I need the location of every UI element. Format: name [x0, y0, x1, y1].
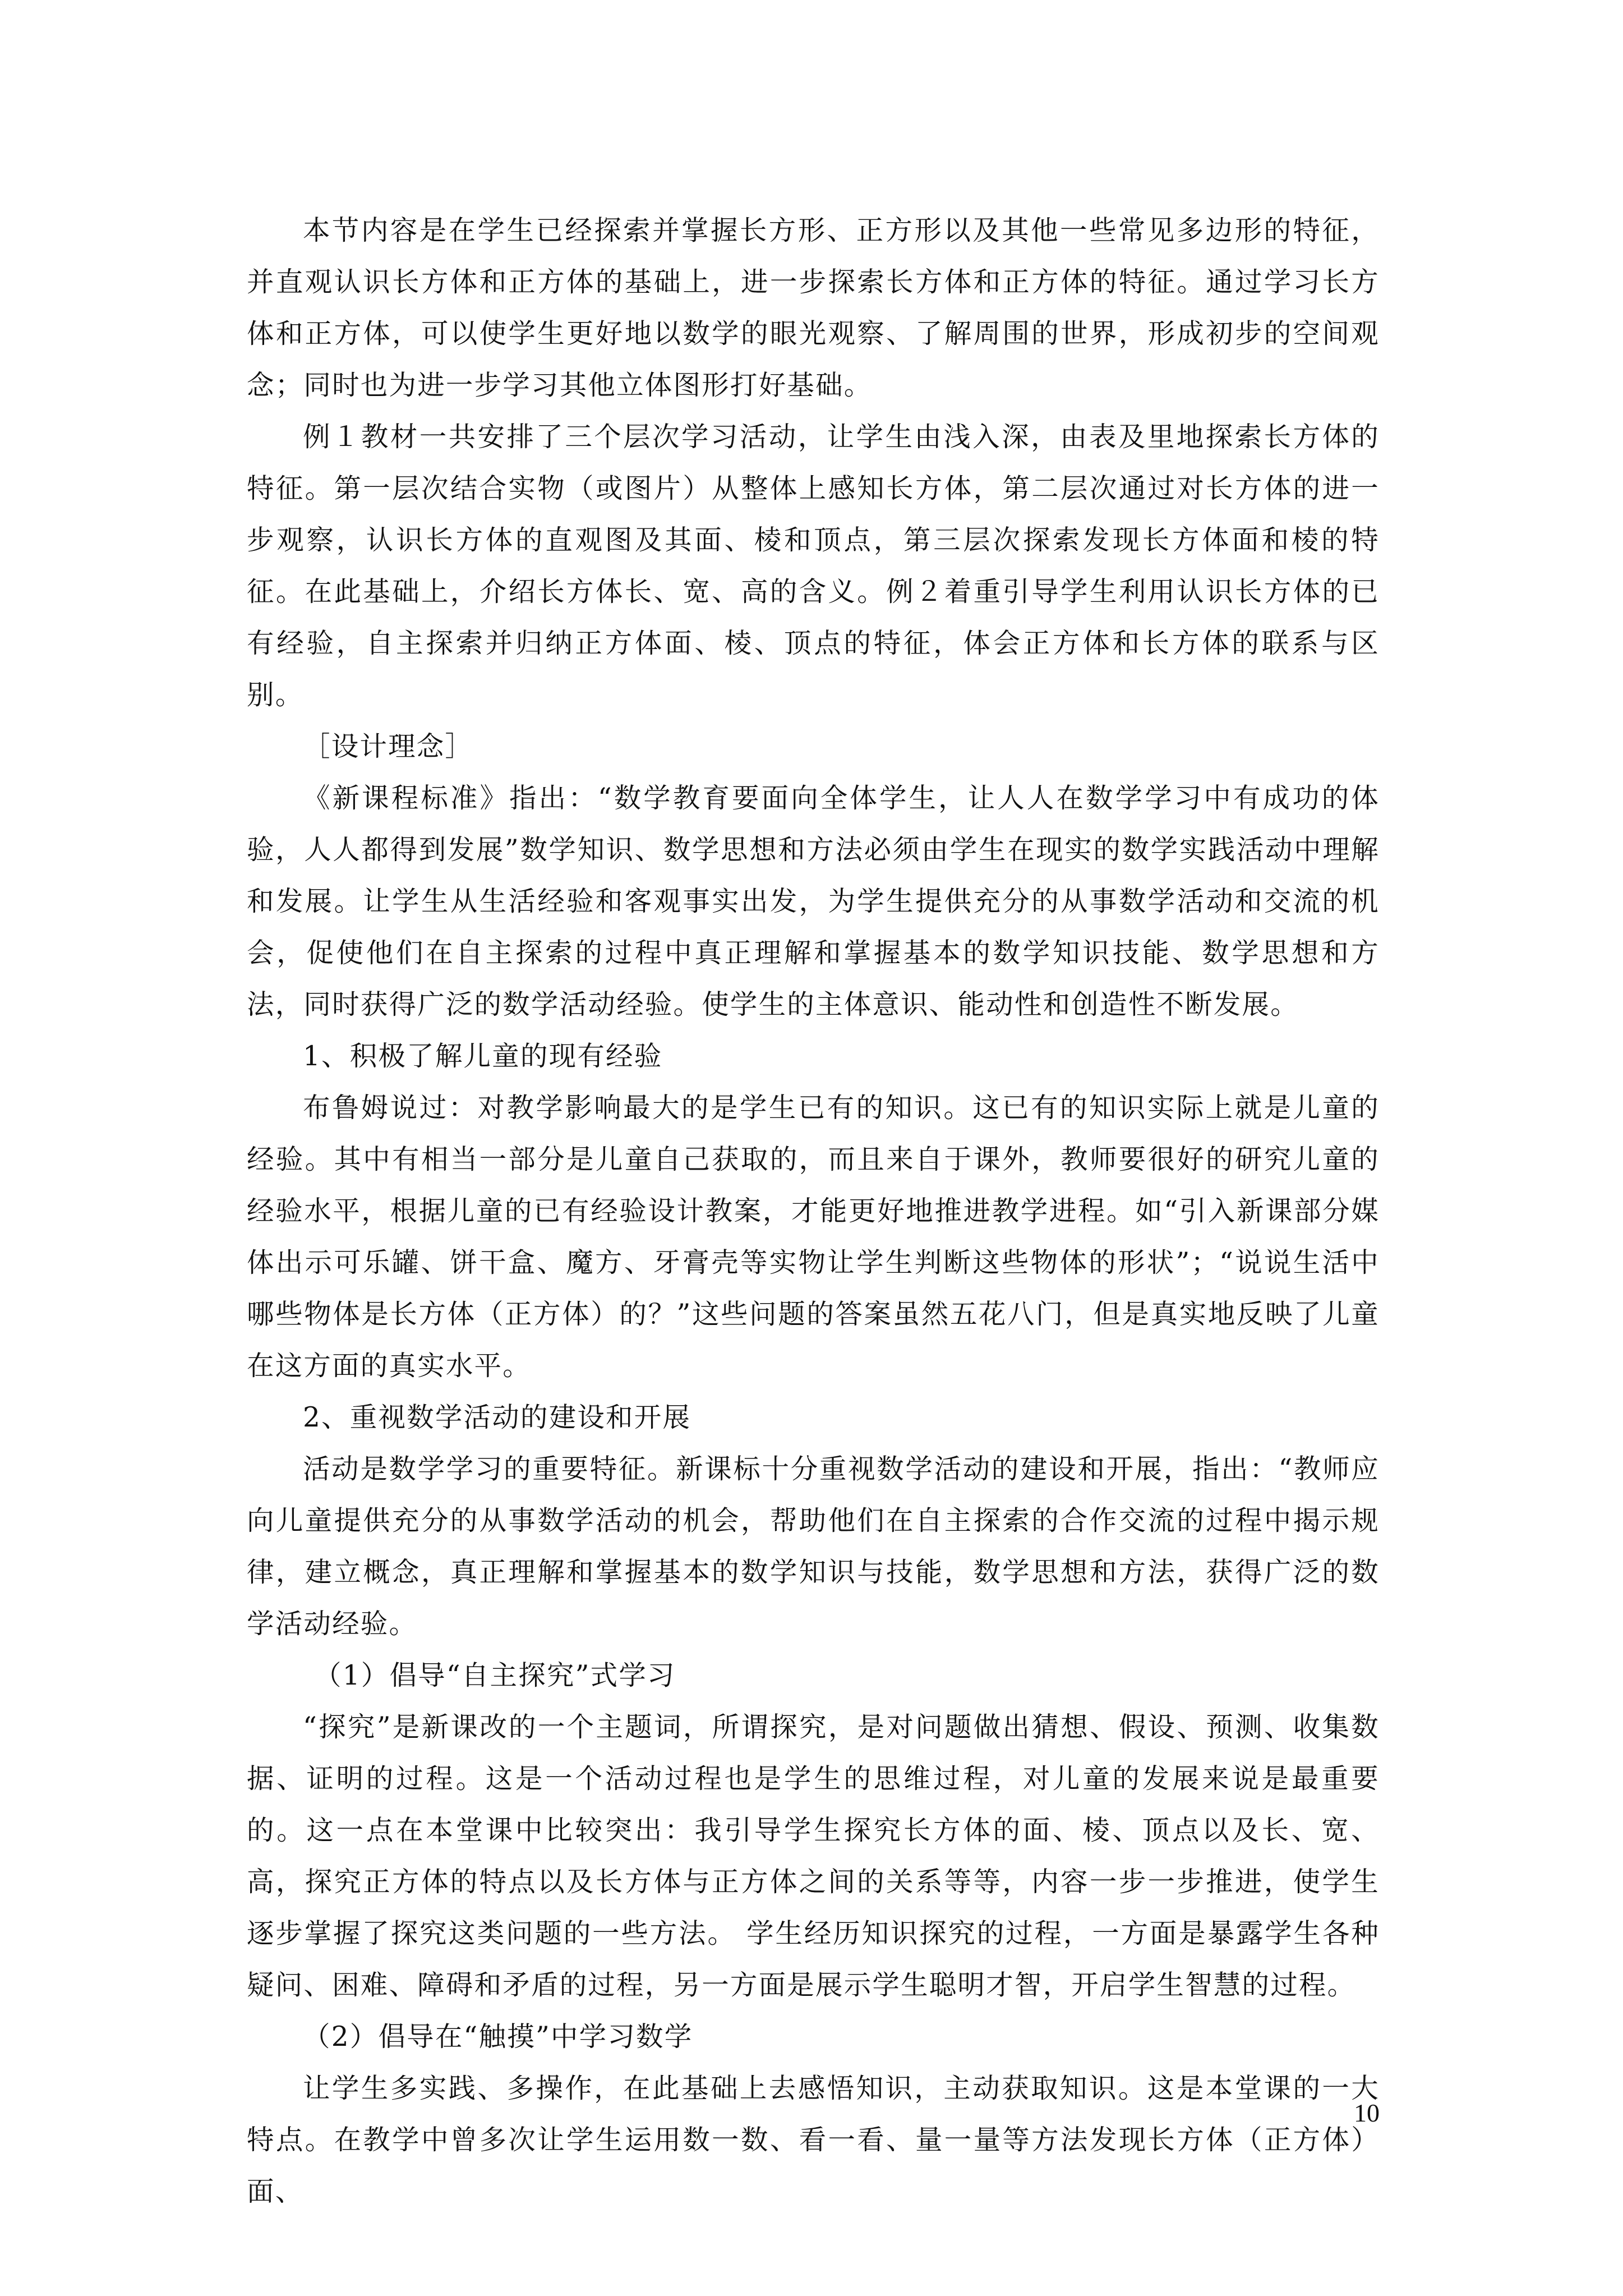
- subheading-math-activities: 2、重视数学活动的建设和开展: [303, 1402, 691, 1433]
- paragraph-curriculum-standard: 《新课程标准》指出：“数学教育要面向全体学生，让人人在数学学习中有成功的体验，人人都得到发展”数学知识、数学思想和方法必须由学生在现实的数学实践活动中理解和发展。让学生从生活经验和客观事实出发，为学生提供充分的从事数学活动和交流的机会，促使他们在自主探索的过程中真正理解和掌握基本的数学知识技能、数学思想和方法，同时获得广泛的数学活动经验。使学生的主体意识、能动性和创造性不断发展。: [247, 783, 1380, 1020]
- paragraph-practice: 让学生多实践、多操作，在此基础上去感悟知识，主动获取知识。这是本堂课的一大特点。在教学中曾多次让学生运用数一数、看一看、量一量等方法发现长方体（正方体）面、: [247, 2073, 1380, 2207]
- paragraph-activities: 活动是数学学习的重要特征。新课标十分重视数学活动的建设和开展，指出：“教师应向儿童提供充分的从事数学活动的机会，帮助他们在自主探索的合作交流的过程中揭示规律，建立概念，真正理解和掌握基本的数学知识与技能，数学思想和方法，获得广泛的数学活动经验。: [247, 1453, 1380, 1640]
- section-heading-design-concept: ［设计理念］: [303, 731, 474, 762]
- paragraph-inquiry: “探究”是新课改的一个主题词，所谓探究，是对问题做出猜想、假设、预测、收集数据、证明的过程。这是一个活动过程也是学生的思维过程，对儿童的发展来说是最重要的。这一点在本堂课中比较突出：我引导学生探究长方体的面、棱、顶点以及长、宽、高，探究正方体的特点以及长方体与正方体之间的关系等等，内容一步一步推进，使学生逐步掌握了探究这类问题的一些方法。 学生经历知识探究的过程，一方面是暴露学生各种疑问、困难、障碍和矛盾的过程，另一方面是展示学生聪明才智，开启学生智慧的过程。: [247, 1711, 1380, 2001]
- document-body: [247, 205, 1380, 2217]
- subheading-inquiry-learning: （1）倡导“自主探究”式学习: [314, 1660, 676, 1691]
- paragraph-bloom: 布鲁姆说过：对教学影响最大的是学生已有的知识。这已有的知识实际上就是儿童的经验。其中有相当一部分是儿童自己获取的，而且来自于课外，教师要很好的研究儿童的经验水平，根据儿童的已有经验设计教案，才能更好地推进教学进程。如“引入新课部分媒体出示可乐罐、饼干盒、魔方、牙膏壳等实物让学生判断这些物体的形状”；“说说生活中哪些物体是长方体（正方体）的？”这些问题的答案虽然五花八门，但是真实地反映了儿童在这方面的真实水平。: [247, 1092, 1380, 1382]
- subheading-touch-learning: （2）倡导在“触摸”中学习数学: [303, 2021, 693, 2053]
- page-number: 10: [1354, 2099, 1380, 2127]
- paragraph-example: 例１教材一共安排了三个层次学习活动，让学生由浅入深，由表及里地探索长方体的特征。第一层次结合实物（或图片）从整体上感知长方体，第二层次通过对长方体的进一步观察，认识长方体的直观图及其面、棱和顶点，第三层次探索发现长方体面和棱的特征。在此基础上，介绍长方体长、宽、高的含义。例２着重引导学生利用认识长方体的已有经验，自主探索并归纳正方体面、棱、顶点的特征，体会正方体和长方体的联系与区别。: [247, 421, 1380, 711]
- paragraph-intro: 本节内容是在学生已经探索并掌握长方形、正方形以及其他一些常见多边形的特征，并直观认识长方体和正方体的基础上，进一步探索长方体和正方体的特征。通过学习长方体和正方体，可以使学生更好地以数学的眼光观察、了解周围的世界，形成初步的空间观念；同时也为进一步学习其他立体图形打好基础。: [247, 215, 1380, 401]
- subheading-children-experience: 1、积极了解儿童的现有经验: [303, 1041, 663, 1072]
